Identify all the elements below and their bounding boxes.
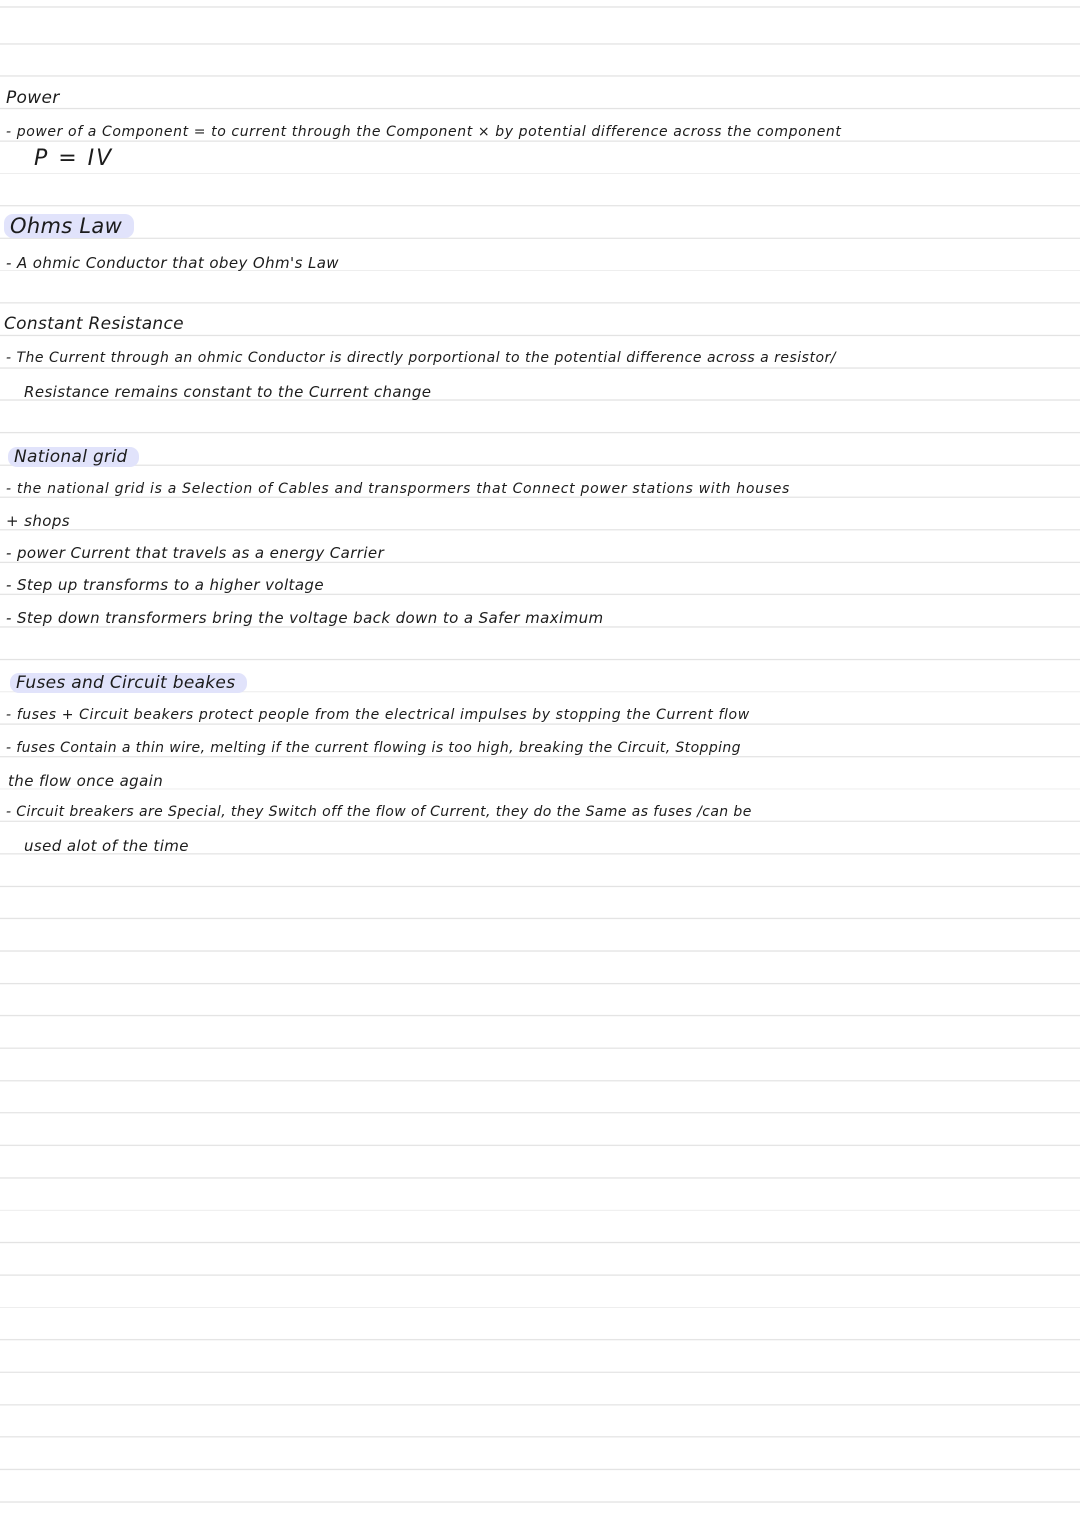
fuses-line-1: - fuses + Circuit beakers protect people from the electrical impulses by stopping the Current flow [6,707,750,723]
constant-resistance-line-1: - The Current through an ohmic Conductor is directly porportional to the potential difference across a resistor/ [6,350,836,366]
heading-fuses-circuit-breakers [10,673,247,693]
fuses-line-4: - Circuit breakers are Special, they Switch off the flow of Current, they do the Same as fuses /can be [6,804,752,820]
fuses-line-5: used alot of the time [24,837,189,855]
fuses-line-3: the flow once again [8,772,164,790]
fuses-line-2: - fuses Contain a thin wire, melting if the current flowing is too high, breaking the Circuit, Stopping [6,740,741,756]
heading-ohms-law [4,214,134,238]
heading-power: Power [6,88,60,108]
national-grid-line-3: - power Current that travels as a energy Carrier [6,544,385,562]
heading-ohms-law-text: Ohms Law [4,214,134,238]
power-definition: - power of a Component = to current through the Component × by potential difference across the component [6,124,842,140]
power-formula: P = IV [34,146,114,171]
heading-national-grid [8,447,139,467]
heading-constant-resistance: Constant Resistance [4,314,184,334]
national-grid-line-1: - the national grid is a Selection of Cables and transpormers that Connect power stations with houses [6,481,791,497]
national-grid-line-4: - Step up transforms to a higher voltage [6,576,324,594]
ohms-law-definition: - A ohmic Conductor that obey Ohm's Law [6,254,339,272]
national-grid-line-2: + shops [6,512,70,530]
constant-resistance-line-2: Resistance remains constant to the Current change [24,383,432,401]
heading-national-grid-text: National grid [8,447,139,467]
national-grid-line-5: - Step down transformers bring the voltage back down to a Safer maximum [6,609,604,627]
heading-fuses-text: Fuses and Circuit beakes [10,673,247,693]
